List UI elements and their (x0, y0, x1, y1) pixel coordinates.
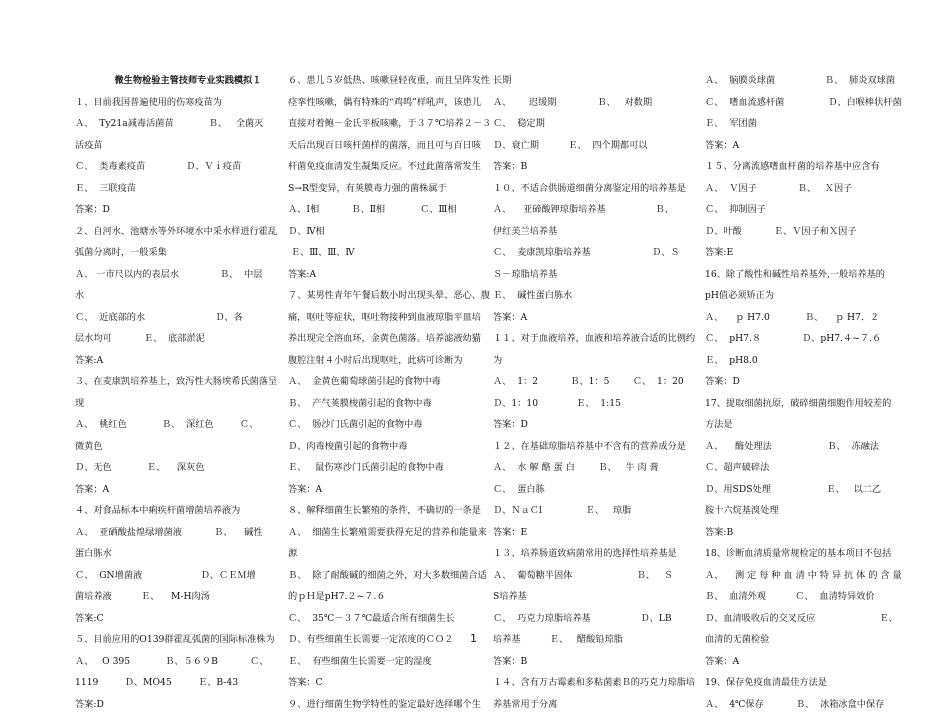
text-line: ８、解释细菌生长繁殖的条件，不确切的一条是 (288, 500, 496, 522)
text-line: Ｄ、ＮａＣl Ｅ、 琼脂 (493, 500, 701, 522)
text-line: Ｄ、Ⅳ相 (288, 221, 496, 243)
text-line: Ｅ、 碱性蛋白胨水 (493, 285, 701, 307)
text-column-3 (493, 70, 701, 715)
text-line: １１、对于血液培养，血液和培养液合适的比例约 (493, 328, 701, 350)
answer-line: 答案:B (705, 522, 913, 544)
text-line: Ｃ、 GN增菌液 Ｄ、ＣＥＭ增 (75, 565, 283, 587)
answer-line: 答案：A (705, 651, 913, 673)
text-line: Ａ、 金黄色葡萄球菌引起的食物中毒 (288, 371, 496, 393)
text-line: Ｄ、用SDS处理 Ｅ、 以二乙 (705, 479, 913, 501)
text-line: Ｄ、有些细菌生长需要一定浓度的ＣＯ２ (288, 629, 496, 651)
text-line: 水 (75, 285, 283, 307)
text-column-1 (75, 70, 283, 715)
answer-line: 答案：A (75, 479, 283, 501)
text-line: Ｂ、 除了耐酸碱的细菌之外，对大多数细菌合适 (288, 565, 496, 587)
text-line: Ａ、 一市尺以内的表层水 Ｂ、 中层 (75, 264, 283, 286)
text-line: Ｃ、 麦康凯琼脂培养基 Ｄ、Ｓ (493, 242, 701, 264)
text-line: Ａ、Ⅰ相 Ｂ、Ⅱ相 Ｃ、Ⅲ相 (288, 199, 496, 221)
text-line: ６、患儿５岁低热、咳嗽昼轻夜重，而且呈阵发性 (288, 70, 496, 92)
text-line: Ｃ、 抑制因子 (705, 199, 913, 221)
answer-line: 答案：D (75, 199, 283, 221)
answer-line: 答案：D (493, 414, 701, 436)
text-line: 活疫苗 (75, 135, 283, 157)
text-line: Ｃ、 类毒素疫苗 Ｄ、Ｖｉ疫苗 (75, 156, 283, 178)
answer-line: 答案:E (705, 242, 913, 264)
text-line: 19、保存免疫血清最佳方法是 (705, 672, 913, 694)
text-line: ９、进行细菌生物学特性的鉴定最好选择哪个生 (288, 694, 496, 715)
text-line: １０、不适合供肠道细菌分离鉴定用的培养基是 (493, 178, 701, 200)
text-line: 微黄色 (75, 436, 283, 458)
text-line: 17、提取细菌抗原，破碎细菌细胞作用较差的 (705, 393, 913, 415)
text-line: １３、培养肠道致病菌常用的选择性培养基是 (493, 543, 701, 565)
answer-line: 答案：B (493, 651, 701, 673)
text-line: Ｃ、 pH7.８ Ｄ、pH7.４~７.６ (705, 328, 913, 350)
answer-line: 答案：C (288, 672, 496, 694)
text-line: 培养基 Ｅ、 醋酸铅琼脂 (493, 629, 701, 651)
text-line: Ｄ、无色 Ｅ、 深灰色 (75, 457, 283, 479)
text-line: Ａ、 Ｖ因子 Ｂ、 Ｘ因子 (705, 178, 913, 200)
text-line: 腹腔注射４小时后出现呕吐，此病可诊断为 (288, 350, 496, 372)
text-line: 现 (75, 393, 283, 415)
text-line: 痛，呕吐等症状，呕吐物接种到血液琼脂平皿培 (288, 307, 496, 329)
text-line: Ｅ、Ⅲ、Ⅲ、Ⅳ (288, 242, 496, 264)
text-line: ３、在麦康凯培养基上，致泻性大肠埃希氏菌落呈 (75, 371, 283, 393)
text-line: ７、某男性青年午餐后数小时出现头晕、恶心、腹 (288, 285, 496, 307)
text-line: 血清的无菌检验 (705, 629, 913, 651)
text-line: 源 (288, 543, 496, 565)
text-line: Ｂ、 血清外观 Ｃ、 血清特异效价 (705, 586, 913, 608)
text-line: 方法是 (705, 414, 913, 436)
text-line: 16、除了酸性和碱性培养基外,一般培养基的 (705, 264, 913, 286)
text-column-4 (705, 70, 913, 715)
text-line: Ｅ、 pH8.0 (705, 350, 913, 372)
text-line: １、目前我国普遍使用的伤寒疫苗为 (75, 92, 283, 114)
text-line: Ａ、 Ty21a减毒活菌苗 Ｂ、 全菌灭 (75, 113, 283, 135)
text-line: Ａ、 酶处理法 Ｂ、 冻融法 (705, 436, 913, 458)
text-line: 层水均可 Ｅ、 底部淤泥 (75, 328, 283, 350)
text-line: Ｃ、 35℃－３７℃最适合所有细菌生长 (288, 608, 496, 630)
text-line: Ｄ、叶酸 Ｅ、Ｖ因子和Ｘ因子 (705, 221, 913, 243)
text-line: Ｃ、 肠沙门氏菌引起的食物中毒 (288, 414, 496, 436)
text-line: Ｄ、肉毒梭菌引起的食物中毒 (288, 436, 496, 458)
text-line: Ａ、 1：2 Ｂ、1：5 Ｃ、 1：20 (493, 371, 701, 393)
text-line: Ｃ、 蛋白胨 (493, 479, 701, 501)
text-line: Ａ、 迟缓期 Ｂ、 对数期 (493, 92, 701, 114)
text-line: Ｅ、 三联疫苗 (75, 178, 283, 200)
document-title: 微生物检验主管技师专业实践模拟１ (75, 70, 283, 92)
answer-line: 答案：A (288, 479, 496, 501)
answer-line: 答案:C (75, 608, 283, 630)
text-line: １５、分离流感嗜血杆菌的培养基中应含有 (705, 156, 913, 178)
text-line: Ｓ－琼脂培养基 (493, 264, 701, 286)
answer-line: 答案：D (705, 371, 913, 393)
text-line: Ｅ、 军团菌 (705, 113, 913, 135)
text-line: Ａ、 ｐ H7.0 Ｂ、 ｐ H7．２ (705, 307, 913, 329)
text-line: Ｅ、 鼠伤寒沙门氏菌引起的食物中毒 (288, 457, 496, 479)
text-line: 1119 Ｄ、MO45 Ｅ、B-43 (75, 672, 283, 694)
text-line: 长期 (493, 70, 701, 92)
text-line: ４、对食品标本中痢疾杆菌增菌培养液为 (75, 500, 283, 522)
text-line: 蛋白胨水 (75, 543, 283, 565)
text-line: 为 (493, 350, 701, 372)
text-line: pH值必须矫正为 (705, 285, 913, 307)
text-line: 弧菌分离时，一般采集 (75, 242, 283, 264)
text-line: 杆菌免疫血清发生凝集反应。不过此菌落常发生 (288, 156, 496, 178)
text-line: 养出现完全溶血环，金黄色菌落。培养滤液幼猫 (288, 328, 496, 350)
answer-line: 答案：A (705, 135, 913, 157)
page-number: 1 (470, 632, 477, 645)
text-line: Ａ、 脑膜炎球菌 Ｂ、 肺炎双球菌 (705, 70, 913, 92)
text-line: Ｃ、超声破碎法 (705, 457, 913, 479)
text-line: Ａ、 水 解 酪 蛋 白 Ｂ、 牛 肉 膏 (493, 457, 701, 479)
text-line: Ａ、 O 395 Ｂ、５６９B Ｃ、 (75, 651, 283, 673)
text-line: Ａ、 亚硒酸盐煌绿增菌液 Ｂ、 碱性 (75, 522, 283, 544)
text-line: Ｄ、衰亡期 Ｅ、 四个期都可以 (493, 135, 701, 157)
text-line: Ｄ、血清吸收后的交叉反应 Ｅ、 (705, 608, 913, 630)
text-column-2 (288, 70, 496, 715)
text-line: 养基常用于分离 (493, 694, 701, 715)
answer-line: 答案:D (75, 694, 283, 715)
text-line: Ａ、 亚碲酸钾琼脂培养基 Ｂ、 (493, 199, 701, 221)
text-line: １２、在基础琼脂培养基中不含有的营养成分是 (493, 436, 701, 458)
text-line: Ｃ、 稳定期 (493, 113, 701, 135)
answer-line: 答案：A (493, 307, 701, 329)
text-line: Ａ、 葡萄糖半固体 Ｂ、 Ｓ (493, 565, 701, 587)
text-line: Ｄ、1：10 Ｅ、 1:15 (493, 393, 701, 415)
text-line: 直接对着鲍－金氏平板咳嗽，于３７℃培养２－３ (288, 113, 496, 135)
text-line: Ｃ、 近底部的水 Ｄ、各 (75, 307, 283, 329)
text-line: 的ｐＨ是pH7.２~７.６ (288, 586, 496, 608)
text-line: Ａ、 细菌生长繁殖需要获得充足的营养和能量来 (288, 522, 496, 544)
text-line: ５、目前应用的O139群霍乱弧菌的国际标准株为 (75, 629, 283, 651)
answer-line: 答案:A (75, 350, 283, 372)
text-line: Ａ、 桃红色 Ｂ、 深红色 Ｃ、 (75, 414, 283, 436)
text-line: 天后出现百日咳杆菌样的菌落，而且可与百日咳 (288, 135, 496, 157)
text-line: Ａ、 测 定 每 种 血 清 中 特 异 抗 体 的 含 量 (705, 565, 913, 587)
text-line: 痉挛性咳嗽，偶有特殊的“鸡鸣”样吼声，该患儿 (288, 92, 496, 114)
text-line: Ｃ、 巧克力琼脂培养基 Ｄ、LB (493, 608, 701, 630)
text-line: １４、含有万古霉素和多粘菌素Ｂ的巧克力琼脂培 (493, 672, 701, 694)
answer-line: 答案:A (288, 264, 496, 286)
text-line: S培养基 (493, 586, 701, 608)
text-line: ２、自河水、池塘水等外环境水中采水样进行霍乱 (75, 221, 283, 243)
text-line: Ｅ、 有些细菌生长需要一定的湿度 (288, 651, 496, 673)
text-line: S→R型变异，有荚膜毒力强的菌株属于 (288, 178, 496, 200)
text-line: 胺十六烷基溴处理 (705, 500, 913, 522)
text-line: 伊红美兰培养基 (493, 221, 701, 243)
answer-line: 答案：E (493, 522, 701, 544)
answer-line: 答案：B (493, 156, 701, 178)
text-line: 18、诊断血清质量常规检定的基本项目不包括 (705, 543, 913, 565)
text-line: 菌培养液 Ｅ、 M-H肉汤 (75, 586, 283, 608)
text-line: Ａ、 4℃保存 Ｂ、 冰箱冰盒中保存 (705, 694, 913, 715)
text-line: Ｃ、 嗜血流感杆菌 Ｄ、白喉棒状杆菌 (705, 92, 913, 114)
text-line: Ｂ、 产气荚膜梭菌引起的食物中毒 (288, 393, 496, 415)
